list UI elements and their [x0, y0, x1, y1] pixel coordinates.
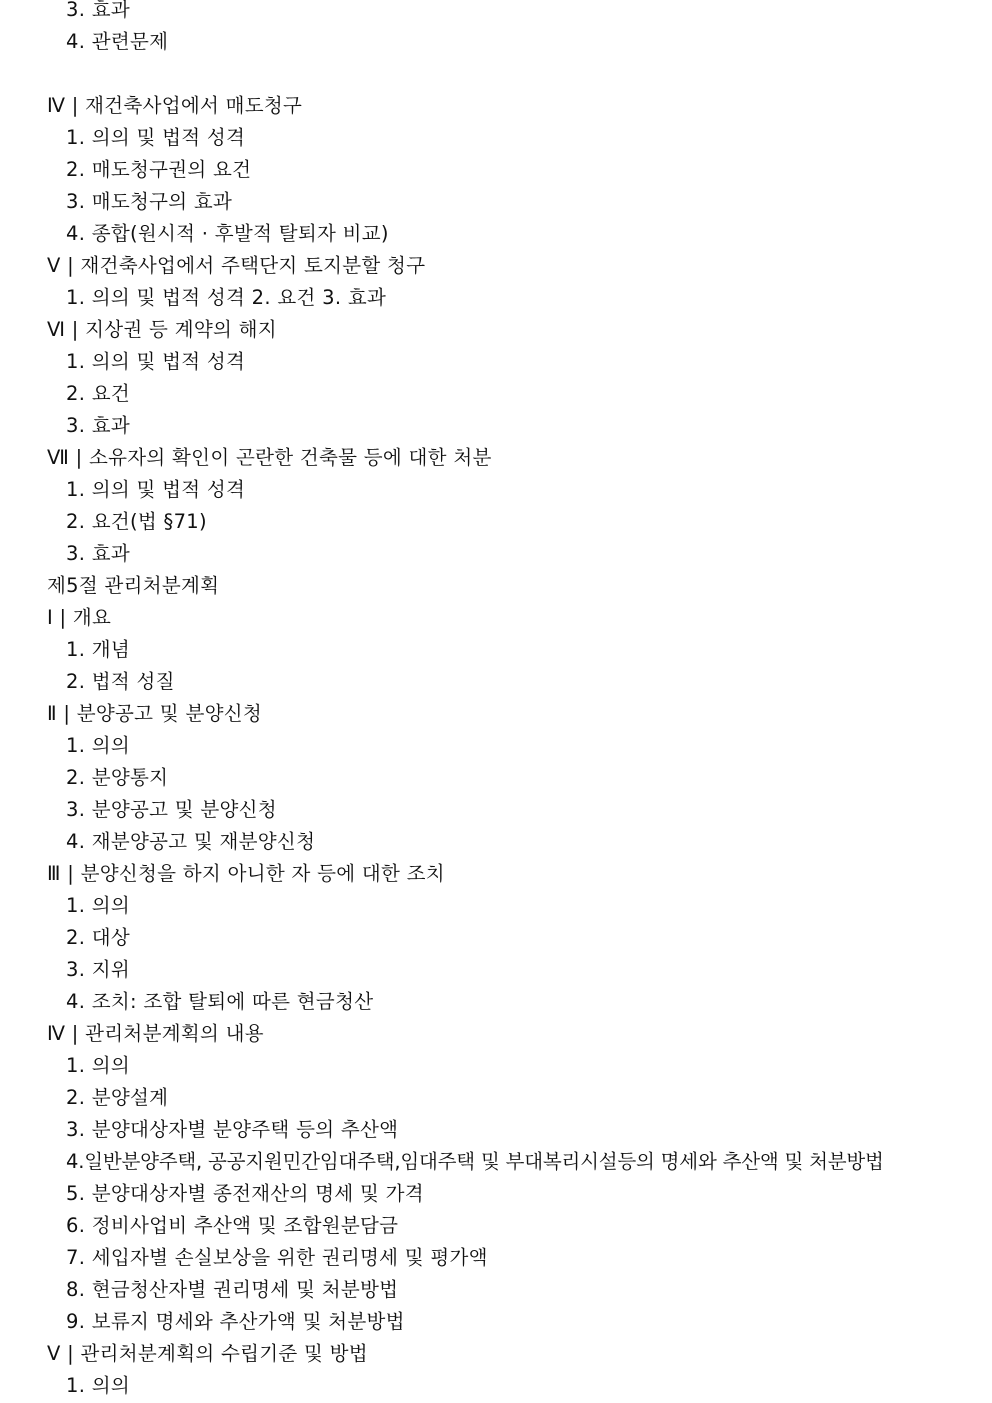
outline-item: 3. 효과: [66, 542, 130, 565]
section-heading: Ⅳ | 관리처분계획의 내용: [47, 1022, 264, 1045]
outline-item: 1. 의의 및 법적 성격: [66, 350, 246, 373]
outline-item: 1. 의의 및 법적 성격: [66, 478, 246, 501]
outline-item: 1. 의의: [66, 734, 130, 757]
outline-item: 2. 분양통지: [66, 766, 169, 789]
section-heading: Ⅴ | 관리처분계획의 수립기준 및 방법: [47, 1342, 368, 1365]
outline-item: 3. 효과: [66, 0, 130, 21]
outline-item: 4. 종합(원시적 · 후발적 탈퇴자 비교): [66, 222, 389, 245]
outline-item: 3. 매도청구의 효과: [66, 190, 233, 213]
outline-item: 3. 분양대상자별 분양주택 등의 추산액: [66, 1118, 399, 1141]
outline-item: 2. 분양설계: [66, 1086, 169, 1109]
outline-item: 1. 의의 및 법적 성격: [66, 126, 246, 149]
outline-item: 2. 요건: [66, 382, 130, 405]
outline-item: 3. 효과: [66, 414, 130, 437]
outline-item: 4. 조치: 조합 탈퇴에 따른 현금청산: [66, 990, 374, 1013]
outline-item: 4.일반분양주택, 공공지원민간임대주택,임대주택 및 부대복리시설등의 명세와 추산액 및 처분방법: [66, 1150, 884, 1173]
section-heading: Ⅴ | 재건축사업에서 주택단지 토지분할 청구: [47, 254, 426, 277]
outline-item: 1. 의의: [66, 1374, 130, 1397]
section-heading: Ⅶ | 소유자의 확인이 곤란한 건축물 등에 대한 처분: [47, 446, 492, 469]
outline-item: 9. 보류지 명세와 추산가액 및 처분방법: [66, 1310, 405, 1333]
blank-line: [0, 58, 992, 90]
outline-item: 1. 의의: [66, 1054, 130, 1077]
section-heading: Ⅳ | 재건축사업에서 매도청구: [47, 94, 303, 117]
outline-item: 3. 지위: [66, 958, 130, 981]
outline-item: 2. 대상: [66, 926, 130, 949]
outline-item: 2. 요건(법 §71): [66, 510, 207, 533]
chapter-heading: 제5절 관리처분계획: [47, 574, 220, 597]
outline-item: 6. 정비사업비 추산액 및 조합원분담금: [66, 1214, 399, 1237]
outline-item: 2. 법적 성질: [66, 670, 175, 693]
outline-item: 5. 분양대상자별 종전재산의 명세 및 가격: [66, 1182, 424, 1205]
outline-item: 3. 분양공고 및 분양신청: [66, 798, 277, 821]
outline-item: 7. 세입자별 손실보상을 위한 권리명세 및 평가액: [66, 1246, 488, 1269]
outline-item: 2. 매도청구권의 요건: [66, 158, 252, 181]
outline-item: 1. 의의: [66, 894, 130, 917]
outline-item: 4. 관련문제: [66, 30, 169, 53]
section-heading: Ⅵ | 지상권 등 계약의 해지: [47, 318, 277, 341]
outline-item: 1. 의의 및 법적 성격 2. 요건 3. 효과: [66, 286, 387, 309]
section-heading: Ⅲ | 분양신청을 하지 아니한 자 등에 대한 조치: [47, 862, 445, 885]
outline-item: 8. 현금청산자별 권리명세 및 처분방법: [66, 1278, 399, 1301]
section-heading: Ⅱ | 분양공고 및 분양신청: [47, 702, 262, 725]
section-heading: Ⅰ | 개요: [47, 606, 112, 629]
outline-item: 1. 개념: [66, 638, 130, 661]
outline-item: 4. 재분양공고 및 재분양신청: [66, 830, 316, 853]
